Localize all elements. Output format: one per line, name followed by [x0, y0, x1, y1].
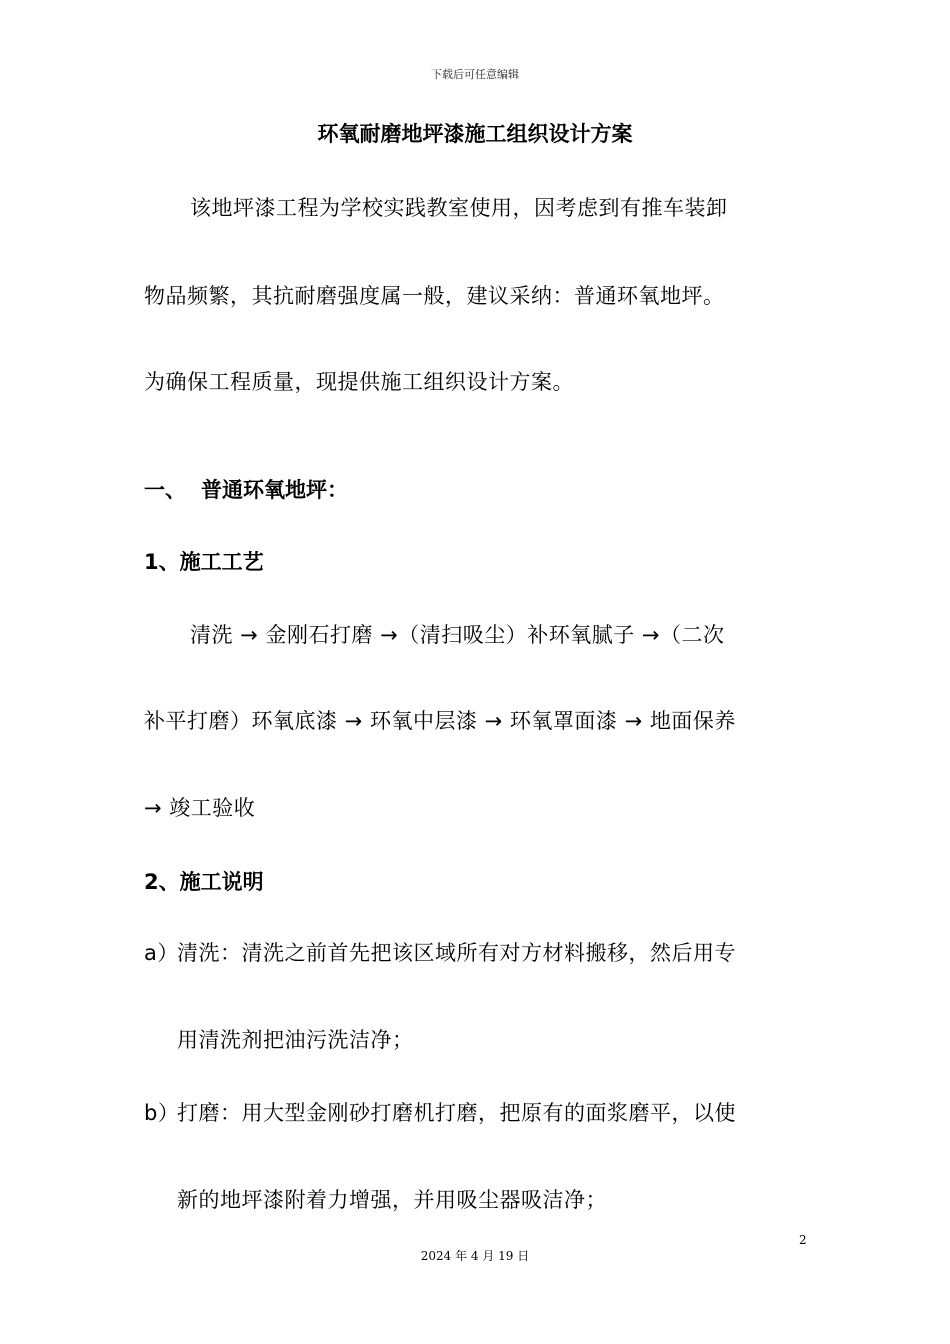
intro-line-2: 物品频繁，其抗耐磨强度属一般，建议采纳：普通环氧地坪。 [144, 284, 725, 308]
item-a-marker: a） [144, 941, 179, 965]
page-header: 下载后可任意编辑 [431, 68, 519, 81]
document-title: 环氧耐磨地坪漆施工组织设计方案 [317, 122, 633, 146]
item-b-line-2: 新的地坪漆附着力增强，并用吸尘器吸洁净； [177, 1188, 607, 1212]
footer-date: 2024 年 4 月 19 日 [420, 1249, 530, 1263]
section-1-title: 普通环氧地坪： [201, 478, 348, 502]
item-b-line-1: 打磨：用大型金刚砂打磨机打磨，把原有的面浆磨平，以使 [177, 1101, 736, 1125]
subsection-1-title: 1、施工工艺 [144, 550, 264, 574]
item-a-line-2: 用清洗剂把油污洗洁净； [177, 1028, 414, 1052]
item-b-marker: b） [144, 1101, 180, 1125]
process-line-3: → 竣工验收 [144, 796, 256, 820]
page-number: 2 [799, 1233, 807, 1247]
intro-line-1: 该地坪漆工程为学校实践教室使用，因考虑到有推车装卸 [190, 196, 728, 220]
item-a-line-1: 清洗：清洗之前首先把该区域所有对方材料搬移，然后用专 [177, 941, 736, 965]
intro-line-3: 为确保工程质量，现提供施工组织设计方案。 [144, 370, 574, 394]
process-line-2: 补平打磨）环氧底漆 → 环氧中层漆 → 环氧罩面漆 → 地面保养 [144, 709, 736, 733]
subsection-2-title: 2、施工说明 [144, 870, 264, 894]
section-1-number: 一、 [144, 478, 186, 502]
process-line-1: 清洗 → 金刚石打磨 →（清扫吸尘）补环氧腻子 →（二次 [190, 623, 725, 647]
